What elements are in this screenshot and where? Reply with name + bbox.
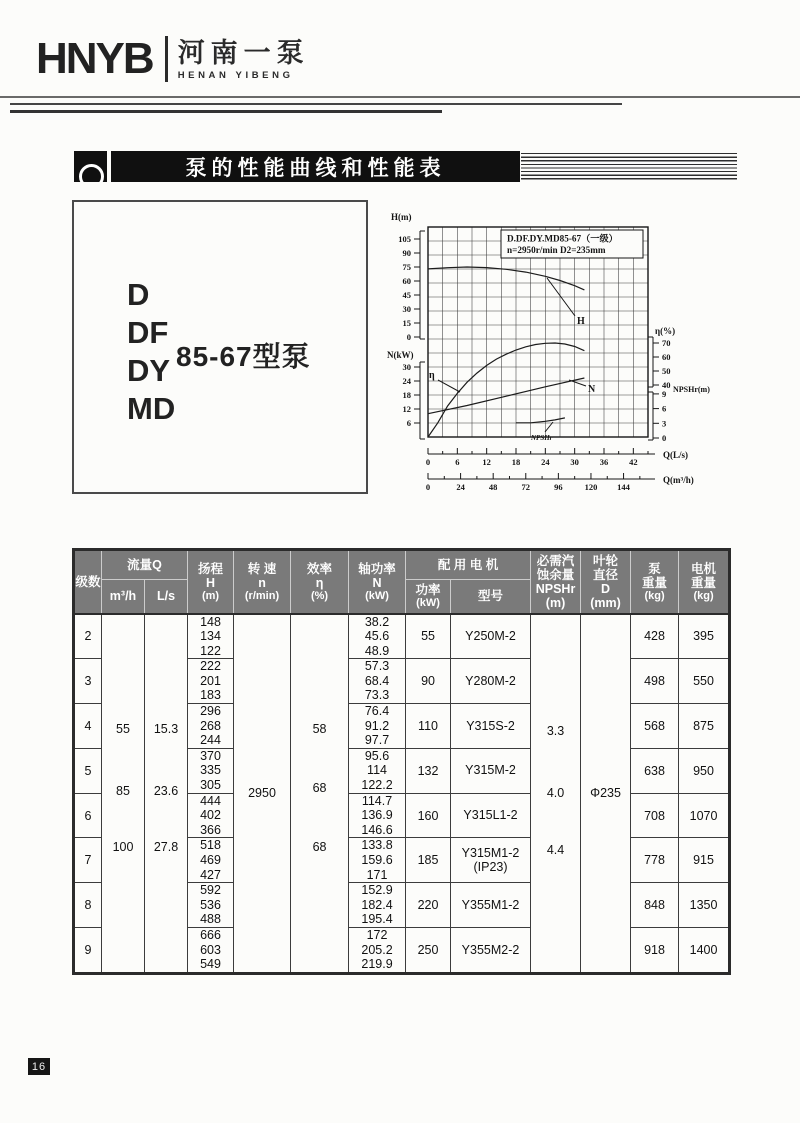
pump-weight-cell: 778 <box>631 838 679 883</box>
pump-model-box <box>72 200 368 494</box>
axis-label-eta: η(%) <box>655 326 676 336</box>
motor-model-cell: Y355M1-2 <box>451 883 531 928</box>
chart-text: 42 <box>629 457 638 467</box>
chart-text: 18 <box>511 457 521 467</box>
chart-title-line2: n=2950r/min D2=235mm <box>507 245 606 255</box>
shaft-power-cell: 38.2 45.6 48.9 <box>349 614 406 659</box>
chart-text: 144 <box>617 482 630 492</box>
stage-cell: 6 <box>74 793 102 838</box>
chart-text: 24 <box>456 482 465 492</box>
motor-model-cell: Y250M-2 <box>451 614 531 659</box>
impeller-cell: Φ235 <box>581 614 631 974</box>
chart-text: 30 <box>570 457 579 467</box>
axis-label-H: H(m) <box>391 212 412 222</box>
efficiency-cell: 58 68 68 <box>291 614 349 974</box>
flow-m3h-cell: 55 85 100 <box>102 614 145 974</box>
shaft-power-cell: 95.6 114 122.2 <box>349 748 406 793</box>
chart-text: 30 <box>402 362 411 373</box>
motor-power-cell: 90 <box>406 659 451 704</box>
head-cell: 296 268 244 <box>188 704 234 749</box>
chart-text: 0 <box>425 482 431 492</box>
motor-model-cell: Y315S-2 <box>451 704 531 749</box>
corner-glyph-icon <box>74 151 107 182</box>
col-header-npshr: 必需汽 蚀余量 NPSHr (m) <box>531 550 581 614</box>
section-title: 泵的性能曲线和性能表 <box>111 151 520 182</box>
motor-power-cell: 132 <box>406 748 451 793</box>
col-header-pump-weight: 泵 重量 (kg) <box>631 550 679 614</box>
chart-text: 60 <box>662 352 671 362</box>
stage-cell: 4 <box>74 704 102 749</box>
motor-power-cell: 160 <box>406 793 451 838</box>
page-number: 16 <box>28 1058 50 1075</box>
chart-text: 60 <box>402 276 411 287</box>
motor-weight-cell: 550 <box>679 659 730 704</box>
chart-text: 15 <box>402 318 411 329</box>
motor-model-cell: Y315M-2 <box>451 748 531 793</box>
shaft-power-cell: 152.9 182.4 195.4 <box>349 883 406 928</box>
logo-cn-block <box>178 38 310 81</box>
motor-power-cell: 110 <box>406 704 451 749</box>
flow-ls-cell: 15.3 23.6 27.8 <box>145 614 188 974</box>
chart-text: 0 <box>662 433 667 443</box>
pump-weight-cell: 498 <box>631 659 679 704</box>
series-H <box>428 267 584 290</box>
label-npshr-curve: NPSHr <box>531 434 553 442</box>
logo-latin-text: HNYB <box>36 34 153 83</box>
col-header-flow-group: 流量Q <box>102 550 188 580</box>
col-header-impeller: 叶轮 直径 D (mm) <box>581 550 631 614</box>
top-rule-1 <box>0 96 800 98</box>
chart-text: 75 <box>402 262 411 273</box>
label-eta-curve: η <box>429 370 435 381</box>
axis-label-npshr: NPSHr(m) <box>673 385 710 394</box>
chart-series <box>428 267 584 437</box>
series-N <box>428 378 584 414</box>
col-header-motor-power: 功率 (kW) <box>406 580 451 614</box>
shaft-power-cell: 172 205.2 219.9 <box>349 927 406 973</box>
motor-weight-cell: 1350 <box>679 883 730 928</box>
col-header-stage: 级数 <box>74 550 102 614</box>
axis-label-qls: Q(L/s) <box>663 450 689 460</box>
motor-power-cell: 250 <box>406 927 451 973</box>
stage-cell: 8 <box>74 883 102 928</box>
chart-text: 96 <box>554 482 563 492</box>
chart-text: 0 <box>406 332 411 342</box>
table-row <box>74 614 730 659</box>
chart-text: 72 <box>521 482 531 492</box>
head-cell: 666 603 549 <box>188 927 234 973</box>
chart-text: 12 <box>482 457 491 467</box>
curve-chart-svg <box>383 202 763 502</box>
pump-model-name: 85-67型泵 <box>176 341 311 372</box>
chart-text: 30 <box>402 304 411 315</box>
motor-weight-cell: 875 <box>679 704 730 749</box>
col-header-shaft-power: 轴功率 N (kW) <box>349 550 406 614</box>
col-header-speed: 转 速 n (r/min) <box>234 550 291 614</box>
head-cell: 370 335 305 <box>188 748 234 793</box>
label-N-curve: N <box>588 384 596 395</box>
performance-curve-chart <box>383 202 763 502</box>
head-cell: 518 469 427 <box>188 838 234 883</box>
motor-model-cell: Y315M1-2 (IP23) <box>451 838 531 883</box>
chart-text: 45 <box>402 290 411 301</box>
chart-text: 0 <box>425 457 431 467</box>
shaft-power-cell: 76.4 91.2 97.7 <box>349 704 406 749</box>
shaft-power-cell: 133.8 159.6 171 <box>349 838 406 883</box>
pump-series-list <box>127 276 175 428</box>
pump-series-df: DF <box>127 315 169 350</box>
chart-text: 24 <box>541 457 550 467</box>
chart-text: 6 <box>662 403 667 414</box>
col-header-flow-m3h: m³/h <box>102 580 145 614</box>
chart-text: 9 <box>662 388 667 399</box>
chart-text: 50 <box>662 366 671 376</box>
shaft-power-cell: 114.7 136.9 146.6 <box>349 793 406 838</box>
npshr-cell: 3.3 4.0 4.4 <box>531 614 581 974</box>
col-header-efficiency: 效率 η (%) <box>291 550 349 614</box>
col-header-head: 扬程 H (m) <box>188 550 234 614</box>
col-header-motor-model: 型号 <box>451 580 531 614</box>
motor-weight-cell: 915 <box>679 838 730 883</box>
top-rule-2 <box>10 103 622 105</box>
axis-label-qm3h: Q(m³/h) <box>663 475 694 485</box>
chart-text: 48 <box>488 482 498 492</box>
motor-model-cell: Y315L1-2 <box>451 793 531 838</box>
head-cell: 444 402 366 <box>188 793 234 838</box>
chart-text: 24 <box>402 376 411 387</box>
chart-title-line1: D.DF.DY.MD85-67（一级） <box>507 233 618 244</box>
section-title-bar <box>0 151 800 183</box>
col-header-motor-group: 配 用 电 机 <box>406 550 531 580</box>
pump-weight-cell: 638 <box>631 748 679 793</box>
chart-text: 36 <box>599 457 609 467</box>
table-body <box>74 614 730 974</box>
head-cell: 222 201 183 <box>188 659 234 704</box>
pump-series-dy: DY <box>127 353 171 388</box>
stage-cell: 3 <box>74 659 102 704</box>
series-NPSHr <box>516 418 565 423</box>
col-header-flow-ls: L/s <box>145 580 188 614</box>
motor-power-cell: 220 <box>406 883 451 928</box>
chart-text: 12 <box>402 404 411 415</box>
chart-text: 120 <box>584 482 598 492</box>
performance-table <box>72 548 731 975</box>
axis-label-N: N(kW) <box>387 350 414 360</box>
motor-weight-cell: 395 <box>679 614 730 659</box>
motor-model-cell: Y280M-2 <box>451 659 531 704</box>
label-H-curve: H <box>577 316 585 327</box>
chart-text: 90 <box>402 248 411 259</box>
table-header <box>74 550 730 614</box>
chart-text: 3 <box>662 418 667 429</box>
pump-series-d: D <box>127 277 150 312</box>
motor-model-cell: Y355M2-2 <box>451 927 531 973</box>
chart-text: 105 <box>398 234 411 245</box>
chart-text: 18 <box>402 390 411 401</box>
top-rule-3 <box>10 110 442 113</box>
motor-weight-cell: 1070 <box>679 793 730 838</box>
motor-power-cell: 55 <box>406 614 451 659</box>
chart-text: 6 <box>406 418 411 429</box>
brand-logo <box>36 36 310 82</box>
motor-weight-cell: 950 <box>679 748 730 793</box>
logo-divider <box>165 36 168 82</box>
pump-weight-cell: 848 <box>631 883 679 928</box>
stage-cell: 5 <box>74 748 102 793</box>
pump-weight-cell: 568 <box>631 704 679 749</box>
shaft-power-cell: 57.3 68.4 73.3 <box>349 659 406 704</box>
pinstripe-decoration <box>521 153 737 181</box>
pump-weight-cell: 708 <box>631 793 679 838</box>
pump-weight-cell: 428 <box>631 614 679 659</box>
chart-text: 70 <box>662 338 671 348</box>
motor-power-cell: 185 <box>406 838 451 883</box>
stage-cell: 2 <box>74 614 102 659</box>
col-header-motor-weight: 电机 重量 (kg) <box>679 550 730 614</box>
motor-weight-cell: 1400 <box>679 927 730 973</box>
stage-cell: 7 <box>74 838 102 883</box>
chart-text: 6 <box>455 457 460 467</box>
pump-series-md: MD <box>127 391 176 426</box>
chart-text: 40 <box>662 380 671 390</box>
logo-chinese-name: 河南一泵 <box>177 37 310 68</box>
speed-cell: 2950 <box>234 614 291 974</box>
head-cell: 592 536 488 <box>188 883 234 928</box>
head-cell: 148 134 122 <box>188 614 234 659</box>
logo-english-name: HENAN YIBENG <box>177 69 294 81</box>
pump-weight-cell: 918 <box>631 927 679 973</box>
stage-cell: 9 <box>74 927 102 973</box>
